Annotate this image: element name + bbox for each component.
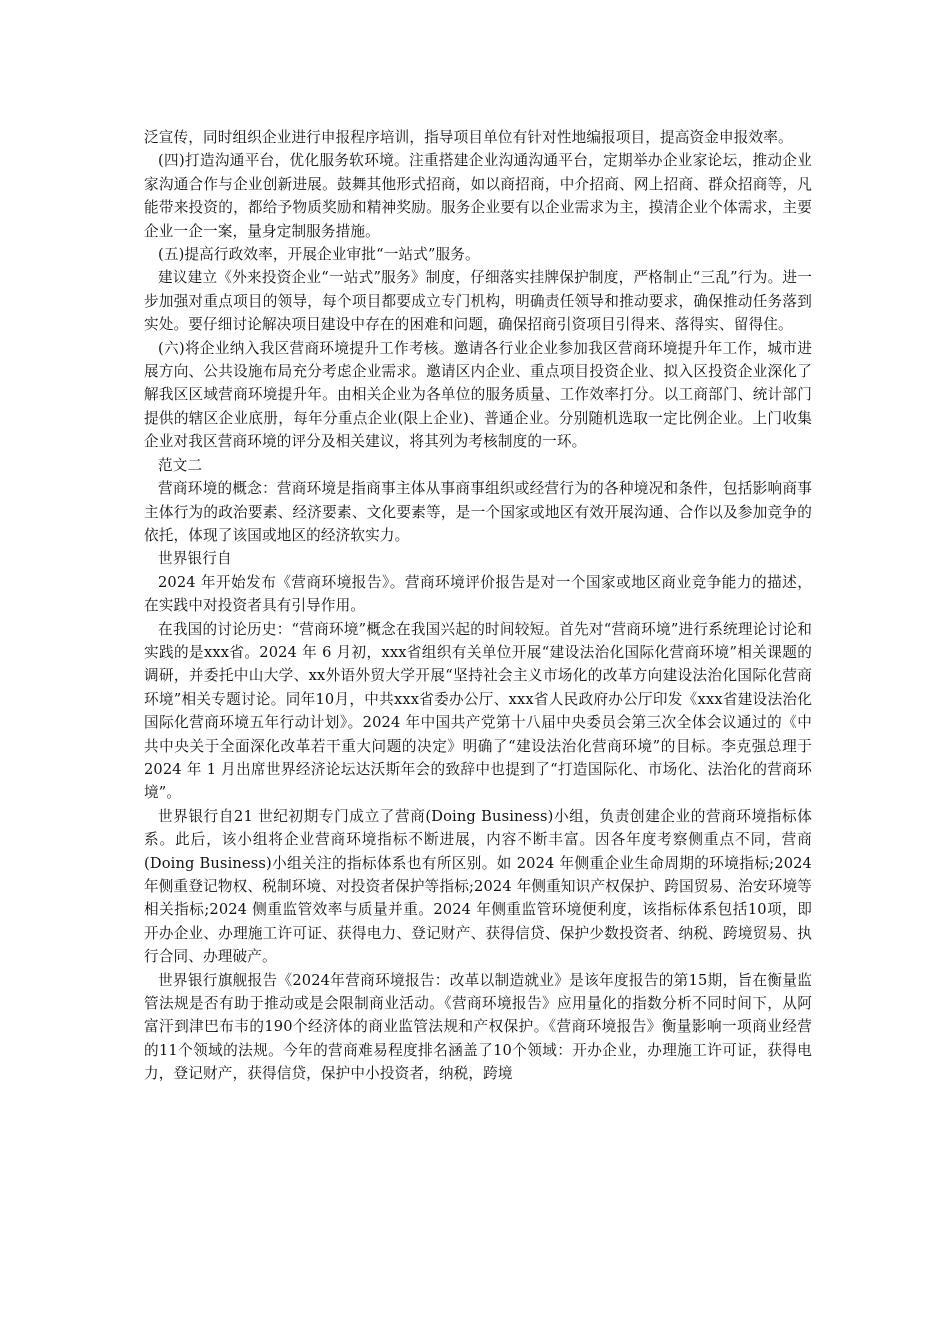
paragraph-3: (五)提高行政效率，开展企业审批“一站式”服务。 bbox=[158, 246, 480, 264]
document-body bbox=[144, 126, 812, 1086]
paragraph-11: 世界银行自21 世纪初期专门成立了营商(Doing Business)小组，负责创建企业的营商环境指标体系。此后，该小组将企业营商环境指标不断进展，内容不断丰富。因各年度考察侧重点不同，营商(Doing Business)小组关注的指标体系也有所区别。如 2024 年侧重企业生命周期的环境指标;2024 年侧重登记物权、税制环境、对投资者保护等指标;2024 年侧重知识产权保护、跨国贸易、治安环境等相关指标;2024 侧重监管效率与质量并重。2024 年侧重监管环境便利度，该指标体系包括10项，即开办企业、办理施工许可证、获得电力、登记财产、获得信贷、保护少数投资者、纳税、跨境贸易、执行合同、办理破产。 bbox=[144, 807, 812, 966]
paragraph-8: 世界银行自 bbox=[158, 550, 232, 568]
paragraph-9: 2024 年开始发布《营商环境报告》。营商环境评价报告是对一个国家或地区商业竞争能力的描述，在实践中对投资者具有引导作用。 bbox=[144, 573, 812, 615]
paragraph-4: 建议建立《外来投资企业“一站式”服务》制度，仔细落实挂牌保护制度，严格制止“三乱”行为。进一步加强对重点项目的领导，每个项目都要成立专门机构，明确责任领导和推动要求，确保推动任务落到实处。要仔细讨论解决项目建设中存在的困难和问题，确保招商引资项目引得来、落得实、留得住。 bbox=[144, 269, 812, 334]
paragraph-5: (六)将企业纳入我区营商环境提升工作考核。邀请各行业企业参加我区营商环境提升年工作，城市进展方向、公共设施布局充分考虑企业需求。邀请区内企业、重点项目投资企业、拟入区投资企业深化了解我区区域营商环境提升年。由相关企业为各单位的服务质量、工作效率打分。以工商部门、统计部门提供的辖区企业底册，每年分重点企业(限上企业)、普通企业。分别随机选取一定比例企业。上门收集企业对我区营商环境的评分及相关建议，将其列为考核制度的一环。 bbox=[144, 339, 812, 451]
paragraph-7: 营商环境的概念：营商环境是指商事主体从事商事组织或经营行为的各种境况和条件，包括影响商事主体行为的政治要素、经济要素、文化要素等，是一个国家或地区有效开展沟通、合作以及参加竞争的依托，体现了该国或地区的经济软实力。 bbox=[144, 480, 812, 544]
paragraph-10: 在我国的讨论历史：“营商环境”概念在我国兴起的时间较短。首先对“营商环境”进行系统理论讨论和实践的是xxx省。2024 年 6 月初，xxx省组织有关单位开展“建设法治化国际化营商环境”相关课题的调研，并委托中山大学、xx外语外贸大学开展“坚持社会主义市场化的改革方向建设法治化国际化营商环境”相关专题讨论。同年10月，中共xxx省委办公厅、xxx省人民政府办公厅印发《xxx省建设法治化国际化营商环境五年行动计划》。2024 年中国共产党第十八届中央委员会第三次全体会议通过的《中共中央关于全面深化改革若干重大问题的决定》明确了“建设法治化营商环境”的目标。李克强总理于 2024 年 1 月出席世界经济论坛达沃斯年会的致辞中也提到了“打造国际化、市场化、法治化的营商环境”。 bbox=[144, 620, 812, 802]
paragraph-12: 世界银行旗舰报告《2024年营商环境报告：改革以制造就业》是该年度报告的第15期，旨在衡量监管法规是否有助于推动或是会限制商业活动。《营商环境报告》应用量化的指数分析不同时间下，从阿富汗到津巴布韦的190个经济体的商业监管法规和产权保护。《营商环境报告》衡量影响一项商业经营的11个领域的法规。今年的营商难易程度排名涵盖了10个领域：开办企业，办理施工许可证，获得电力，登记财产，获得信贷，保护中小投资者，纳税，跨境 bbox=[144, 971, 812, 1083]
paragraph-2: (四)打造沟通平台，优化服务软环境。注重搭建企业沟通沟通平台，定期举办企业家论坛，推动企业家沟通合作与企业创新进展。鼓舞其他形式招商，如以商招商，中介招商、网上招商、群众招商等，凡能带来投资的，都给予物质奖励和精神奖励。服务企业要有以企业需求为主，摸清企业个体需求，主要企业一企一案，量身定制服务措施。 bbox=[144, 152, 812, 240]
section-heading: 范文二 bbox=[158, 456, 203, 474]
paragraph-1: 泛宣传，同时组织企业进行申报程序培训，指导项目单位有针对性地编报项目，提高资金申报效率。 bbox=[144, 129, 793, 146]
